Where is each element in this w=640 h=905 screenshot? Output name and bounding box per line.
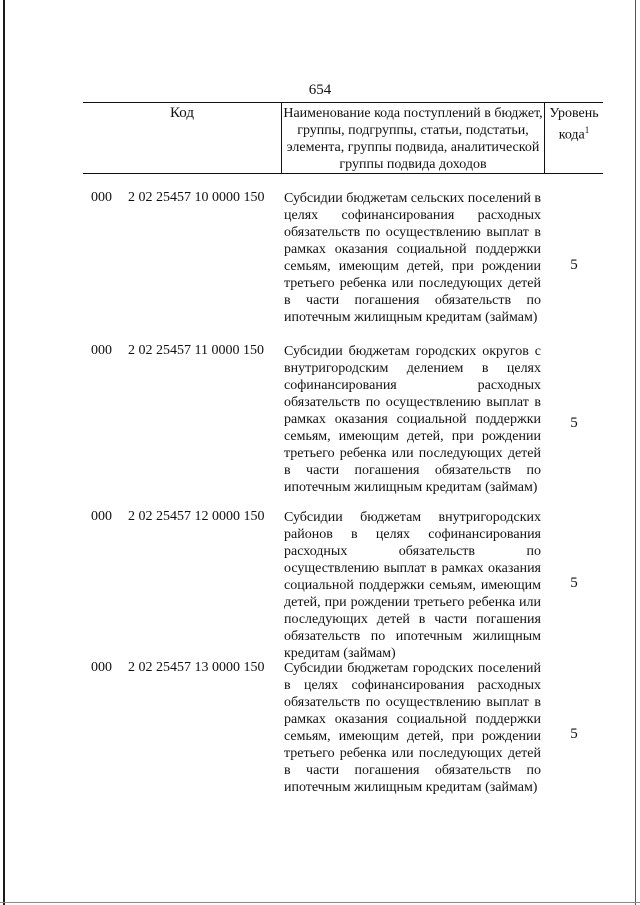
page-number: 654 (308, 82, 332, 98)
income-name: Субсидии бюджетам городских поселений в целях софинансирования расходных обязательств по осуществлению выплат в рамках оказания социальной поддержки семьям, имеющим детей, при рождении третьего ребенка или последующих детей в части погашения обязательств по ипотечным жилищным кредитам (займам) (284, 661, 541, 795)
income-level: 5 (570, 257, 578, 273)
income-code: 2 02 25457 12 0000 150 (128, 509, 265, 524)
income-name: Субсидии бюджетам сельских поселений в целях софинансирования расходных обязательств по осуществлению выплат в рамках оказания социальной поддержки семьям, имеющим детей, при рождении третьего ребенка или последующих детей в части погашения обязательств по ипотечным жилищным кредитам (займам) (284, 191, 542, 325)
admin-code: 000 (91, 190, 112, 205)
header-name: Наименование кода поступлений в бюджет, группы, подгруппы, статьи, подстатьи, элемента, группы подвида, аналитической группы подвида доходов (283, 106, 543, 172)
income-level: 5 (570, 726, 578, 742)
income-code: 2 02 25457 11 0000 150 (128, 343, 264, 358)
admin-code: 000 (91, 660, 112, 675)
admin-code: 000 (91, 509, 112, 524)
income-code: 2 02 25457 10 0000 150 (128, 190, 265, 205)
income-code: 2 02 25457 13 0000 150 (128, 660, 265, 675)
header-level (545, 105, 603, 144)
scan-border-right (635, 0, 636, 905)
income-level: 5 (570, 575, 578, 591)
income-name: Субсидии бюджетам городских округов с внутригородским делением в целях софинансирования расходных обязательств по осуществлению выплат в рамках оказания социальной поддержки семьям, имеющим детей, при рождении третьего ребенка или последующих детей в части погашения обязательств по ипотечным жилищным кредитам (займам) (284, 344, 541, 495)
header-level-footnote: 1 (584, 125, 590, 135)
header-level-label: Уровень кода (549, 106, 599, 143)
income-level: 5 (570, 415, 578, 431)
scan-border-left (3, 0, 5, 905)
income-name: Субсидии бюджетам внутригородских районов в целях софинансирования расходных обязательств по осуществлению выплат в рамках оказания социальной поддержки семьям, имеющим детей, при рождении третьего ребенка или последующих детей в части погашения обязательств по ипотечным жилищным кредитам (займам) (284, 510, 541, 661)
header-code: Код (170, 105, 194, 121)
admin-code: 000 (91, 343, 112, 358)
table-header (83, 102, 603, 174)
scan-border-bottom (0, 902, 640, 903)
